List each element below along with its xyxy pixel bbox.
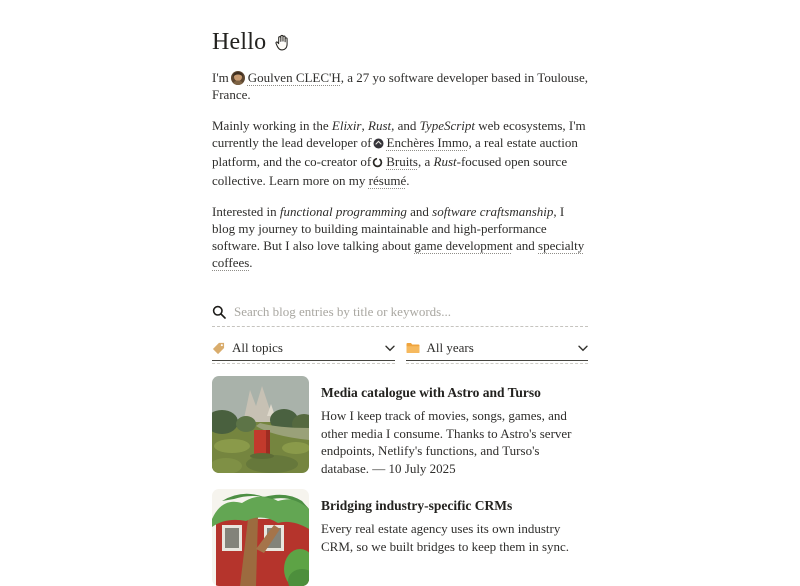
divider [406, 363, 589, 364]
post-thumbnail-red-barn[interactable] [212, 489, 309, 586]
chevron-down-icon [385, 345, 395, 352]
post-thumbnail-park-scene[interactable] [212, 376, 309, 473]
intro-paragraph-1 [212, 69, 588, 103]
topics-filter-label: All topics [232, 340, 283, 355]
search-icon [212, 305, 226, 319]
chevron-down-icon [578, 345, 588, 352]
author-name-link[interactable]: Goulven CLEC'H [247, 70, 341, 85]
years-filter-label: All years [426, 340, 474, 355]
divider [212, 363, 395, 364]
tech-elixir: Elixir [331, 118, 362, 133]
specialty-coffees-link[interactable]: specialty coffees [212, 238, 585, 270]
post-body [321, 489, 588, 555]
post-title[interactable]: Media catalogue with Astro and Turso [321, 385, 541, 400]
encheres-immo-favicon [373, 136, 384, 153]
post-entry [212, 376, 588, 477]
post-title[interactable]: Bridging industry-specific CRMs [321, 498, 513, 513]
encheres-immo-link[interactable]: Enchères Immo [386, 135, 469, 150]
tech-typescript: TypeScript [419, 118, 476, 133]
page-title [212, 29, 588, 56]
topic-functional-programming: functional programming [279, 204, 407, 219]
post-entry [212, 489, 588, 586]
filters-row [212, 340, 588, 364]
tech-rust: Rust [433, 154, 457, 169]
search-input[interactable] [234, 304, 588, 320]
game-development-link[interactable]: game development [414, 238, 513, 253]
tech-rust: Rust [368, 118, 392, 133]
avatar [231, 71, 245, 85]
intro-paragraph-2: Mainly working in the Elixir, Rust, and TypeScript web ecosystems, I'm currently the lead developer of Enchères Immo, a real estate auction platform, and the co-creator of Bruits, a Rust-focused open source collective. Learn more on my résumé. [212, 118, 586, 188]
post-body [321, 376, 588, 477]
waving-hand-icon [273, 33, 292, 52]
post-description: How I keep track of movies, songs, games, and other media I consume. Thanks to Astro's server endpoints, Netlify's functions, and Turso's database. — 10 July 2025 [321, 408, 572, 476]
intro-text: I'm [212, 70, 229, 85]
topic-software-craftsmanship: software craftsmanship [432, 204, 554, 219]
greeting-text: Hello [212, 29, 267, 55]
search-bar [212, 304, 588, 327]
bruits-link[interactable]: Bruits [386, 154, 418, 169]
post-date: — 10 July 2025 [372, 460, 456, 476]
blog-post-list [212, 376, 588, 586]
bruits-favicon [372, 155, 383, 172]
intro-paragraph-3: Interested in functional programming and software craftsmanship, I blog my journey to building maintainable and high-performance software. But I also love talking about game development and specialty coffees. [212, 204, 585, 270]
resume-link[interactable]: résumé [368, 173, 407, 188]
post-description: Every real estate agency uses its own industry CRM, so we built bridges to keep them in sync. [321, 521, 570, 554]
folder-icon [406, 342, 420, 354]
years-filter-select[interactable] [406, 340, 589, 364]
intro-text: , a 27 yo software developer based in Toulouse, France. [212, 70, 589, 102]
tag-icon [212, 342, 225, 355]
topics-filter-select[interactable] [212, 340, 395, 364]
main-column [212, 0, 588, 586]
